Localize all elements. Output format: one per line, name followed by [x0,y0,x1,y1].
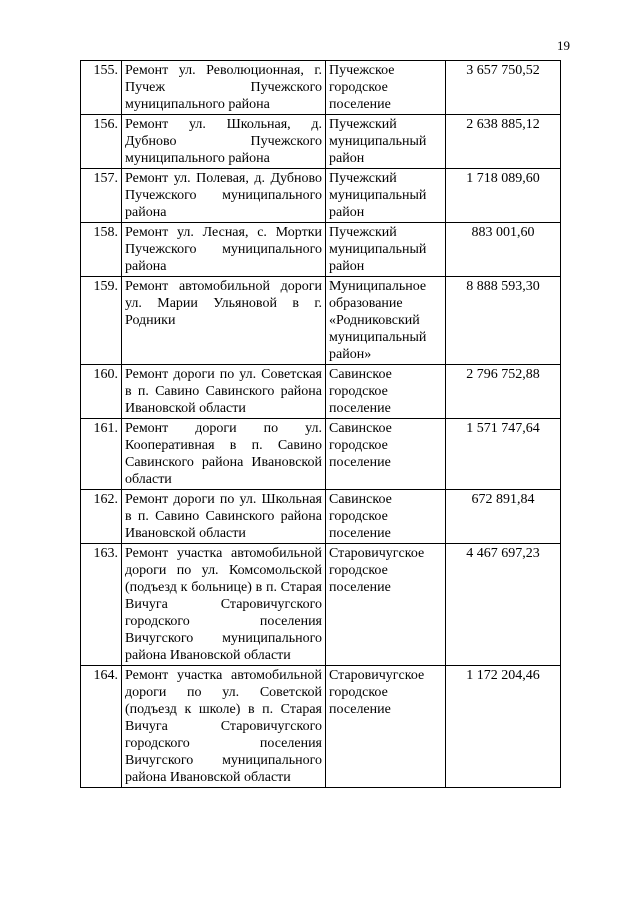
amount-cell: 672 891,84 [446,490,561,544]
row-number-cell: 164. [81,666,122,788]
table-row [81,115,561,169]
works-table [80,60,561,788]
row-number-cell: 162. [81,490,122,544]
row-number-cell: 155. [81,61,122,115]
work-description-cell: Ремонт дороги по ул. Советская в п. Савино Савинского района Ивановской области [122,365,326,419]
row-number-cell: 156. [81,115,122,169]
row-number-cell: 160. [81,365,122,419]
table-row [81,365,561,419]
work-description-cell: Ремонт участка автомобильной дороги по ул. Советской (подъезд к школе) в п. Старая Вичуга Старовичугского городского поселения Вичугского муниципального района Ивановской области [122,666,326,788]
municipality-cell: Савинское городское поселение [326,365,446,419]
table-body [81,61,561,788]
municipality-cell: Пучежский муниципальный район [326,223,446,277]
work-description-cell: Ремонт ул. Лесная, с. Мортки Пучежского муниципального района [122,223,326,277]
row-number-cell: 163. [81,544,122,666]
page-number: 19 [557,38,570,53]
amount-cell: 2 796 752,88 [446,365,561,419]
row-number-cell: 158. [81,223,122,277]
row-number-cell: 159. [81,277,122,365]
amount-cell: 8 888 593,30 [446,277,561,365]
municipality-cell: Пучежское городское поселение [326,61,446,115]
table-row [81,61,561,115]
work-description-cell: Ремонт дороги по ул. Школьная в п. Савино Савинского района Ивановской области [122,490,326,544]
municipality-cell: Пучежский муниципальный район [326,169,446,223]
amount-cell: 1 571 747,64 [446,419,561,490]
table-row [81,419,561,490]
amount-cell: 4 467 697,23 [446,544,561,666]
work-description-cell: Ремонт участка автомобильной дороги по ул. Комсомольской (подъезд к больнице) в п. Старая Вичуга Старовичугского городского поселения Вичугского муниципального района Ивановской области [122,544,326,666]
row-number-cell: 161. [81,419,122,490]
table-row [81,544,561,666]
municipality-cell: Муниципальное образование «Родниковский муниципальный район» [326,277,446,365]
work-description-cell: Ремонт ул. Революционная, г. Пучеж Пучежского муниципального района [122,61,326,115]
table-row [81,277,561,365]
table-row [81,169,561,223]
amount-cell: 2 638 885,12 [446,115,561,169]
table-row [81,223,561,277]
row-number-cell: 157. [81,169,122,223]
work-description-cell: Ремонт автомобильной дороги ул. Марии Ульяновой в г. Родники [122,277,326,365]
table-row [81,666,561,788]
amount-cell: 3 657 750,52 [446,61,561,115]
table-row [81,490,561,544]
amount-cell: 1 172 204,46 [446,666,561,788]
work-description-cell: Ремонт ул. Школьная, д. Дубново Пучежского муниципального района [122,115,326,169]
municipality-cell: Старовичугское городское поселение [326,666,446,788]
municipality-cell: Савинское городское поселение [326,419,446,490]
municipality-cell: Савинское городское поселение [326,490,446,544]
work-description-cell: Ремонт дороги по ул. Кооперативная в п. Савино Савинского района Ивановской области [122,419,326,490]
work-description-cell: Ремонт ул. Полевая, д. Дубново Пучежского муниципального района [122,169,326,223]
municipality-cell: Старовичугское городское поселение [326,544,446,666]
municipality-cell: Пучежский муниципальный район [326,115,446,169]
amount-cell: 1 718 089,60 [446,169,561,223]
amount-cell: 883 001,60 [446,223,561,277]
